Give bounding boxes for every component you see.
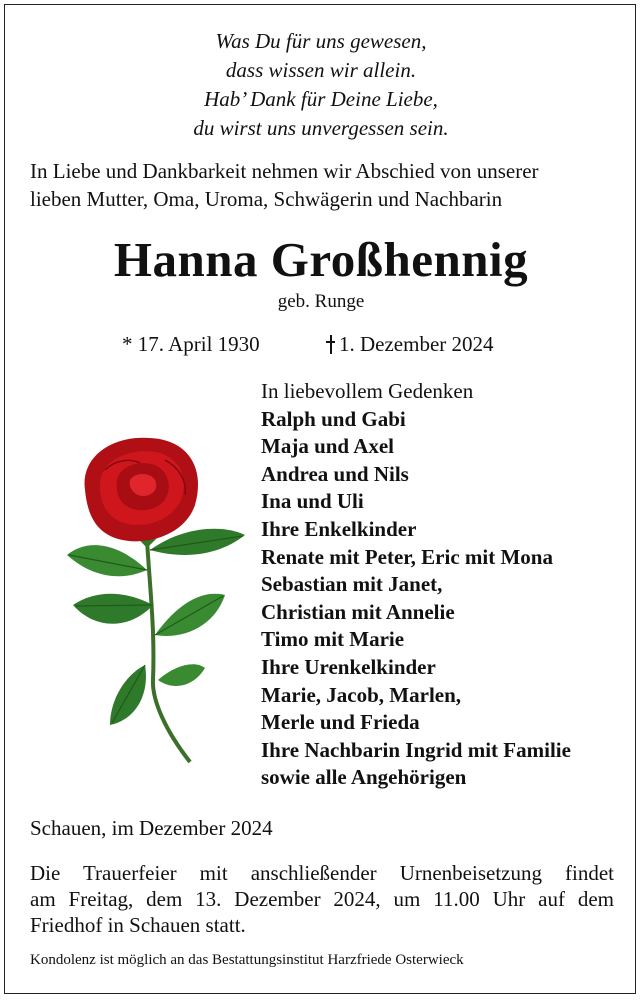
mourner-name: Ihre Nachbarin Ingrid mit Familie	[261, 737, 571, 762]
mourner-name: Ihre Urenkelkinder	[261, 654, 436, 679]
service-line: Friedhof in Schauen statt.	[30, 913, 246, 937]
poem-line: dass wissen wir allein.	[225, 58, 417, 82]
mourners-heading: In liebevollem Gedenken	[261, 379, 474, 403]
mourner-name: Renate mit Peter, Eric mit Mona	[261, 544, 553, 569]
mourner-name: Christian mit Annelie	[261, 599, 455, 624]
birth-name: geb. Runge	[277, 291, 365, 312]
mourner-name: Sebastian mit Janet,	[261, 572, 443, 597]
poem-line: Hab’ Dank für Deine Liebe,	[204, 87, 438, 111]
mourner-name: Ina und Uli	[261, 489, 364, 514]
condolence-note: Kondolenz ist möglich an das Bestattungsinstitut Harzfriede Osterwieck	[30, 952, 464, 968]
place-date: Schauen, im Dezember 2024	[30, 816, 273, 840]
birth-date: * 17. April 1930	[122, 332, 260, 356]
mourner-name: Ralph und Gabi	[261, 406, 406, 431]
mourner-name: Timo mit Marie	[261, 627, 405, 652]
mourner-name: Andrea und Nils	[261, 461, 409, 486]
mourner-name: Merle und Frieda	[261, 710, 420, 735]
mourner-name: Ihre Enkelkinder	[261, 516, 417, 541]
cross-icon	[326, 333, 335, 355]
service-line: Die Trauerfeier mit anschließender Urnenbeisetzung findet	[30, 861, 614, 885]
mourner-name: sowie alle Angehörigen	[261, 765, 467, 790]
mourners-list	[261, 378, 571, 792]
deceased-name: Hanna Großhennig	[113, 232, 529, 287]
intro-line: In Liebe und Dankbarkeit nehmen wir Abschied von unserer	[30, 159, 539, 183]
mourner-name: Marie, Jacob, Marlen,	[261, 682, 462, 707]
death-date: 1. Dezember 2024	[339, 332, 494, 356]
service-line: am Freitag, dem 13. Dezember 2024, um 11.00 Uhr auf dem	[30, 887, 614, 911]
poem-line: Was Du für uns gewesen,	[215, 29, 427, 53]
poem	[0, 27, 642, 143]
death-date-block	[326, 331, 494, 357]
rose-image	[55, 430, 255, 770]
mourner-name: Maja und Axel	[261, 434, 395, 459]
intro-text	[30, 157, 620, 213]
intro-line: lieben Mutter, Oma, Uroma, Schwägerin und Nachbarin	[30, 187, 503, 211]
service-info	[30, 860, 614, 938]
poem-line: du wirst uns unvergessen sein.	[193, 116, 449, 140]
